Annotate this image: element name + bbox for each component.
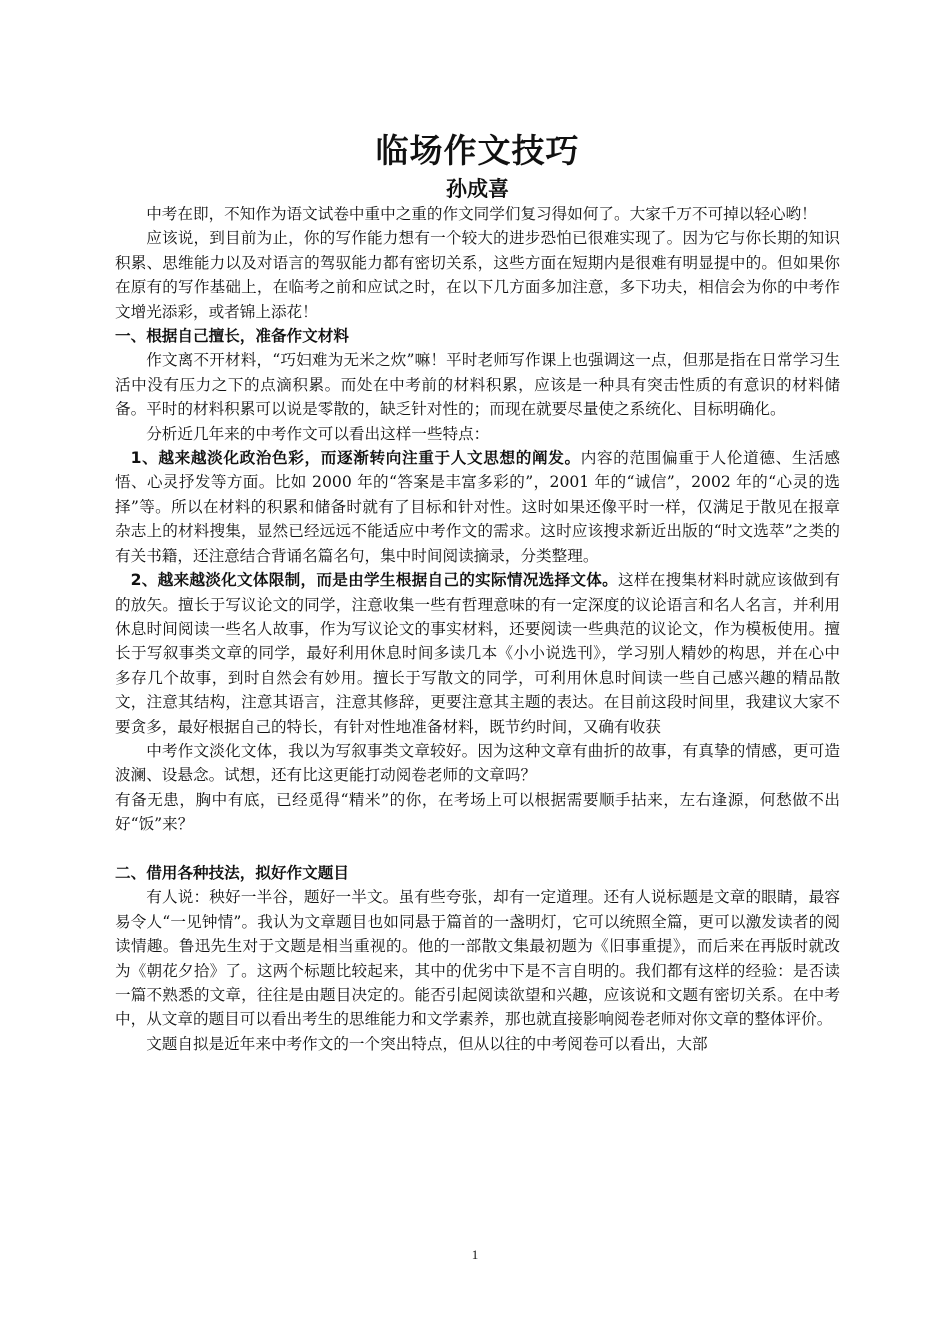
section-1-heading: 一、根据自己擅长，准备作文材料 bbox=[115, 327, 349, 346]
point-1-body: 内容的范围偏重于人伦道德、生活感悟、心灵抒发等方面。比如 2000 年的“答案是丰富多彩的”，2001 年的“诚信”，2002 年的“心灵的选择”等。所以在材料的积累和储备时就有了目标和针对性。这时如果还像平时一样，仅满足于散见在报章杂志上的材料搜集，显然已经远远不能适应中考作文的需求。这时应该搜求新近出版的“时文选萃”之类的有关书籍，还注意结合背诵名篇名句，集中时间阅读摘录，分类整理。 bbox=[115, 449, 840, 565]
section-1-paragraph-2: 分析近几年来的中考作文可以看出这样一些特点： bbox=[146, 424, 490, 443]
section-1-paragraph-1: 作文离不开材料，“巧妇难为无米之炊”嘛！平时老师写作课上也强调这一点，但那是指在日常学习生活中没有压力之下的点滴积累。而处在中考前的材料积累，应该是一种具有突击性质的有意识的材料储备。平时的材料积累可以说是零散的，缺乏针对性的；而现在就要尽量使之系统化、目标明确化。 bbox=[115, 351, 840, 419]
section-1-point-1 bbox=[115, 446, 840, 568]
page-number: 1 bbox=[471, 1247, 479, 1262]
intro-paragraph-2: 应该说，到目前为止，你的写作能力想有一个较大的进步恐怕已很难实现了。因为它与你长期的知识积累、思维能力以及对语言的驾驭能力都有密切关系，这些方面在短期内是很难有明显提中的。但如果你在原有的写作基础上，在临考之前和应试之时，在以下几方面多加注意，多下功夫，相信会为你的中考作文增光添彩，或者锦上添花！ bbox=[115, 229, 840, 321]
intro-paragraph-1: 中考在即，不知作为语文试卷中重中之重的作文同学们复习得如何了。大家千万不可掉以轻心哟！ bbox=[146, 205, 817, 223]
section-1-point-2 bbox=[115, 568, 840, 739]
document-title: 临场作文技巧 bbox=[375, 131, 580, 170]
section-2-paragraph-2: 文题自拟是近年来中考作文的一个突出特点，但从以往的中考阅卷可以看出，大部 bbox=[146, 1034, 708, 1053]
section-1-paragraph-4: 有备无患，胸中有底，已经觅得“精米”的你，在考场上可以根据需要顺手拈来，左右逢源，何愁做不出好“饭”来？ bbox=[115, 790, 840, 834]
section-1-paragraph-3: 中考作文淡化文体，我以为写叙事类文章较好。因为这种文章有曲折的故事，有真挚的情感，更可造波澜、设悬念。试想，还有比这更能打动阅卷老师的文章吗？ bbox=[115, 741, 840, 785]
point-2-lead: 2、越来越淡化文体限制，而是由学生根据自己的实际情况选择文体。 bbox=[130, 571, 618, 590]
point-2-body: 这样在搜集材料时就应该做到有的放矢。擅长于写议论文的同学，注意收集一些有哲理意味的有一定深度的议论语言和名人名言，并利用休息时间阅读一些名人故事，作为写议论文的事实材料，还要阅读一些典范的议论文，作为模板使用。擅长于写叙事类文章的同学，最好利用休息时间多读几本《小小说选刊》，学习别人精妙的构思，并在心中多存几个故事，到时自然会有妙用。擅长于写散文的同学，可利用休息时间读一些自己感兴趣的精品散文，注意其结构，注意其语言，注意其修辞，更要注意其主题的表达。在目前这段时间里，我建议大家不要贪多，最好根据自己的特长，有针对性地准备材料，既节约时间，又确有收获 bbox=[115, 571, 840, 736]
blank-line bbox=[115, 837, 840, 861]
section-2-paragraph-1: 有人说：秧好一半谷，题好一半文。虽有些夸张，却有一定道理。还有人说标题是文章的眼睛，最容易令人“一见钟情”。我认为文章题目也如同悬于篇首的一盏明灯，它可以统照全篇，更可以激发读者的阅读情趣。鲁迅先生对于文题是相当重视的。他的一部散文集最初题为《旧事重提》，而后来在再版时就改为《朝花夕拾》了。这两个标题比较起来，其中的优劣中下是不言自明的。我们都有这样的经验：是否读一篇不熟悉的文章，往往是由题目决定的。能否引起阅读欲望和兴趣，应该说和文题有密切关系。在中考中，从文章的题目可以看出考生的思维能力和文学素养，那也就直接影响阅卷老师对你文章的整体评价。 bbox=[115, 888, 840, 1029]
document-page bbox=[115, 126, 840, 1056]
point-1-lead: 1、越来越淡化政治色彩，而逐渐转向注重于人文思想的阐发。 bbox=[130, 449, 581, 468]
document-author: 孙成喜 bbox=[446, 177, 509, 201]
section-2-heading: 二、借用各种技法，拟好作文题目 bbox=[115, 863, 349, 882]
